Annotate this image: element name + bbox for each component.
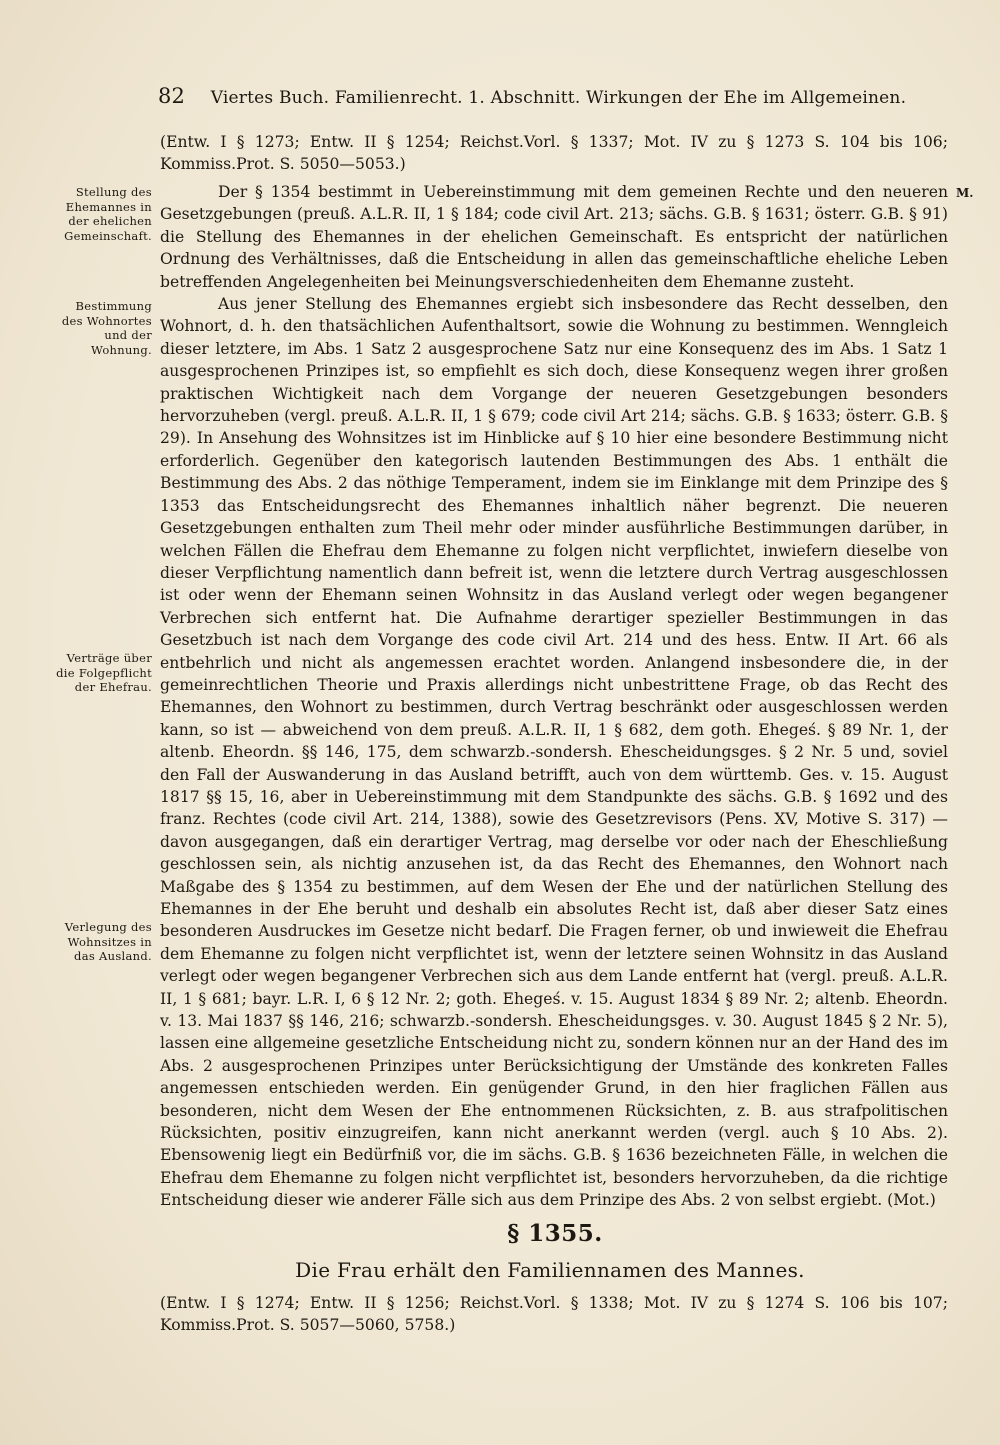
margin-note-bestimmung: Bestimmung des Wohnortes und der Wohnung. xyxy=(61,299,152,357)
margin-note-stellung: Stellung des Ehemannes in der ehelichen Gemeinschaft. xyxy=(64,185,152,243)
margin-note-verlegung: Verlegung des Wohnsitzes in das Ausland. xyxy=(64,920,152,963)
section-title: Die Frau erhält den Familiennamen des Mannes. xyxy=(295,1258,805,1282)
page-number: 82 xyxy=(158,84,186,108)
paragraph-1: Der § 1354 bestimmt in Uebereinstimmung mit dem gemeinen Rechte und den neueren Gesetzgebungen (preuß. A.L.R. II, 1 § 184; code civil Art. 213; sächs. G.B. § 1631; österr. G.B. § 91) die Stellung des Ehemannes in der ehelichen Gemeinschaft. Es entspricht der natürlichen Ordnung des Verhältnisses, daß die Entscheidung in allen das gemeinschaftliche eheliche Leben betreffenden Angelegenheiten bei Meinungsverschiedenheiten dem Ehemanne zusteht. xyxy=(160,183,948,291)
running-header xyxy=(158,84,948,108)
section-number: § 1355. xyxy=(507,1220,603,1247)
margin-right-m: M. xyxy=(956,186,974,200)
section-references xyxy=(160,1292,948,1337)
paragraph-2: Aus jener Stellung des Ehemannes ergiebt sich insbesondere das Recht desselben, den Wohnort, d. h. den thatsächlichen Aufenthaltsort, sowie die Wohnung zu bestimmen. Wenngleich dieser letztere, im Abs. 1 Satz 2 ausgesprochene Satz nur eine Konsequenz des im Abs. 1 Satz 1 ausgesprochenen Prinzipes ist, so empfiehlt es sich doch, diese Konsequenz wegen ihrer großen praktischen Wichtigkeit nach dem Vorgange der neueren Gesetzgebungen besonders hervorzuheben (vergl. preuß. A.L.R. II, 1 § 679; code civil Art 214; sächs. G.B. § 1633; österr. G.B. § 29). In Ansehung des Wohnsitzes ist im Hinblicke auf § 10 hier eine besondere Bestimmung nicht erforderlich. Gegenüber den kategorisch lautenden Bestimmungen des Abs. 1 enthält die Bestimmung des Abs. 2 das nöthige Temperament, indem sie im Einklange mit dem Prinzipe des § 1353 das Entscheidungsrecht des Ehemannes inhaltlich näher begrenzt. Die neueren Gesetzgebungen enthalten zum Theil mehr oder minder ausführliche Bestimmungen darüber, in welchen Fällen die Ehefrau dem Ehemanne zu folgen nicht verpflichtet, inwiefern dieselbe von dieser Verpflichtung namentlich dann befreit ist, wenn die letztere durch Vertrag ausgeschlossen ist oder wenn der Ehemann seinen Wohnsitz in das Ausland verlegt oder wegen begangener Verbrechen sich entfernt hat. Die Aufnahme derartiger spezieller Bestimmungen in das Gesetzbuch ist nach dem Vorgange des code civil Art. 214 und des hess. Entw. II Art. 66 als entbehrlich und nicht als angemessen erachtet worden. Anlangend insbesondere die, in der gemeinrechtlichen Theorie und Praxis allerdings nicht unbestrittene Frage, ob das Recht des Ehemannes, den Wohnort zu bestimmen, durch Vertrag beschränkt oder ausgeschlossen werden kann, so ist — abweichend von dem preuß. A.L.R. II, 1 § 682, dem goth. Ehegeś. § 89 Nr. 1, der altenb. Eheordn. §§ 146, 175, dem schwarzb.-sondersh. Ehescheidungsges. § 2 Nr. 5 und, soviel den Fall der Auswanderung in das Ausland betrifft, auch von dem württemb. Ges. v. 15. August 1817 §§ 15, 16, aber in Uebereinstimmung mit dem Standpunkte des sächs. G.B. § 1692 und des franz. Rechtes (code civil Art. 214, 1388), sowie des Gesetzrevisors (Pens. XV, Motive S. 317) — davon ausgegangen, daß ein derartiger Vertrag, mag derselbe vor oder nach der Eheschließung geschlossen sein, als nichtig anzusehen ist, da das Recht des Ehemannes, den Wohnort nach Maßgabe des § 1354 zu bestimmen, auf dem Wesen der Ehe und der natürlichen Stellung des Ehemannes in der Ehe beruht und deshalb ein absolutes Recht ist, daß aber dieser Satz eines besonderen Ausdruckes im Gesetze nicht bedarf. Die Fragen ferner, ob und inwieweit die Ehefrau dem Ehemanne zu folgen nicht verpflichtet ist, wenn der letztere seinen Wohnsitz in das Ausland verlegt oder wegen begangener Verbrechen sich aus dem Lande entfernt hat (vergl. preuß. A.L.R. II, 1 § 681; bayr. L.R. I, 6 § 12 Nr. 2; goth. Ehegeś. v. 15. August 1834 § 89 Nr. 2; altenb. Eheordn. v. 13. Mai 1837 §§ 146, 216; schwarzb.-sondersh. Ehescheidungsges. v. 30. August 1845 § 2 Nr. 5), lassen eine allgemeine gesetzliche Entscheidung nicht zu, sondern können nur an der Hand des im Abs. 2 ausgesprochenen Prinzipes unter Berücksichtigung der Umstände des konkreten Falles angemessen entschieden werden. Ein genügender Grund, in den hier fraglichen Fällen aus besonderen, nicht dem Wesen der Ehe entnommenen Rücksichten, z. B. aus strafpolitischen Rücksichten, positiv einzugreifen, kann nicht anerkannt werden (vergl. auch § 10 Abs. 2). Ebensowenig liegt ein Bedürfniß vor, die im sächs. G.B. § 1636 bezeichneten Fälle, in welchen die Ehefrau dem Ehemanne zu folgen nicht verpflichtet ist, besonders hervorzuheben, da die richtige Entscheidung dieser wie anderer Fälle sich aus dem Prinzipe des Abs. 2 von selbst ergiebt. (Mot.) xyxy=(160,295,948,1210)
references-block xyxy=(160,131,948,176)
main-text xyxy=(160,181,948,1212)
section-references-text: (Entw. I § 1274; Entw. II § 1256; Reichst.Vorl. § 1338; Mot. IV zu § 1274 S. 106 bis 107; Kommiss.Prot. S. 5057—5060, 5758.) xyxy=(160,1294,948,1335)
references-top: (Entw. I § 1273; Entw. II § 1254; Reichst.Vorl. § 1337; Mot. IV zu § 1273 S. 104 bis 106; Kommiss.Prot. S. 5050—5053.) xyxy=(160,133,948,174)
margin-note-vertraege: Verträge über die Folgepflicht der Ehefrau. xyxy=(56,651,152,694)
running-title: Viertes Buch. Familienrecht. 1. Abschnitt. Wirkungen der Ehe im Allgemeinen. xyxy=(210,88,907,108)
